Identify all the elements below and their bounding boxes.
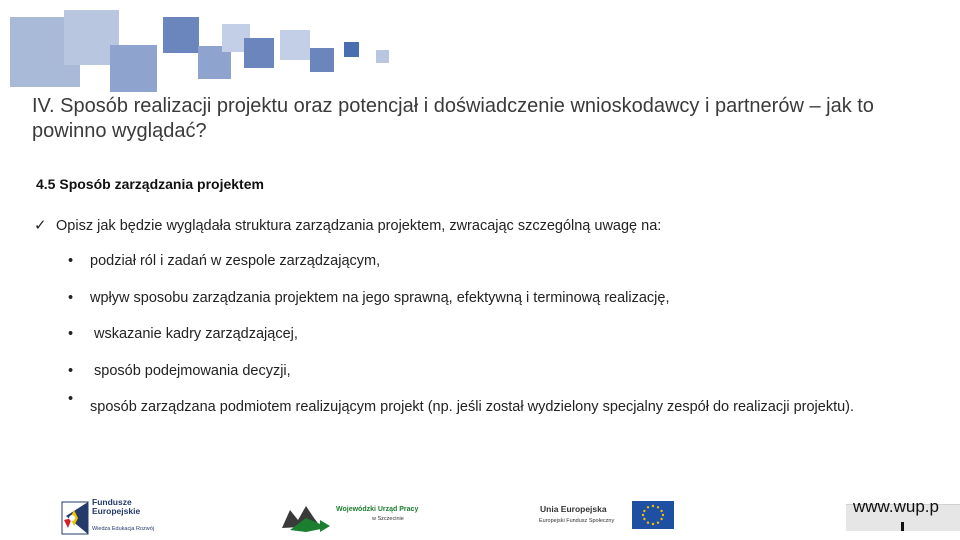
fundusze-europejskie-logo bbox=[60, 496, 172, 536]
bullet-icon: • bbox=[68, 253, 74, 269]
deco-square bbox=[376, 50, 389, 63]
website-url: www.wup.p bbox=[853, 497, 939, 516]
bullet-list bbox=[64, 252, 910, 444]
list-item bbox=[64, 362, 910, 380]
list-item bbox=[64, 390, 910, 425]
wup-mark-icon bbox=[280, 498, 332, 534]
cursor-bar bbox=[901, 522, 904, 531]
fe-sub: Wiedza Edukacja Rozwój bbox=[92, 526, 155, 532]
wup-logo bbox=[280, 498, 430, 534]
bullet-icon: • bbox=[68, 391, 74, 407]
fe-name: Fundusze Europejskie bbox=[92, 497, 141, 516]
list-item bbox=[64, 325, 910, 343]
ue-name: Unia Europejska bbox=[540, 504, 607, 514]
list-item bbox=[64, 289, 910, 307]
list-item bbox=[64, 252, 910, 270]
list-item-text: sposób podejmowania decyzji, bbox=[94, 362, 291, 379]
ue-sub: Europejski Fundusz Społeczny bbox=[539, 518, 615, 524]
intro-text: Opisz jak będzie wyglądała struktura zarządzania projektem, zwracając szczególną uwagę na: bbox=[56, 218, 662, 234]
ue-logo bbox=[536, 500, 676, 532]
wup-name: Wojewódzki Urząd Pracy bbox=[336, 506, 419, 513]
list-item-text: sposób zarządzana podmiotem realizującym projekt (np. jeśli został wydzielony specjalny zespół do realizacji projektu). bbox=[90, 399, 855, 415]
eu-flag-icon bbox=[632, 501, 674, 529]
slide-title: IV. Sposób realizacji projektu oraz potencjał i doświadczenie wnioskodawcy i partnerów – jak to powinno wyglądać? bbox=[32, 95, 874, 142]
bullet-icon: • bbox=[68, 326, 74, 342]
list-item-text: wskazanie kadry zarządzającej, bbox=[94, 326, 298, 342]
fe-star-icon bbox=[60, 496, 90, 536]
bullet-icon: • bbox=[68, 362, 74, 379]
intro-line bbox=[34, 216, 661, 234]
deco-square bbox=[110, 45, 157, 92]
checkmark-icon: ✓ bbox=[34, 217, 47, 234]
deco-square bbox=[244, 38, 274, 68]
bullet-icon: • bbox=[68, 289, 74, 306]
deco-square bbox=[344, 42, 359, 57]
deco-square bbox=[163, 17, 199, 53]
deco-square bbox=[310, 48, 334, 72]
deco-square bbox=[280, 30, 310, 60]
wup-city: w Szczecinie bbox=[372, 516, 404, 522]
section-heading: 4.5 Sposób zarządzania projektem bbox=[36, 176, 264, 192]
list-item-text: wpływ sposobu zarządzania projektem na jego sprawną, efektywną i terminową realizację, bbox=[90, 289, 670, 306]
decorative-squares bbox=[0, 0, 400, 95]
list-item-text: podział ról i zadań w zespole zarządzającym, bbox=[90, 253, 381, 269]
footer-logos bbox=[0, 490, 960, 540]
